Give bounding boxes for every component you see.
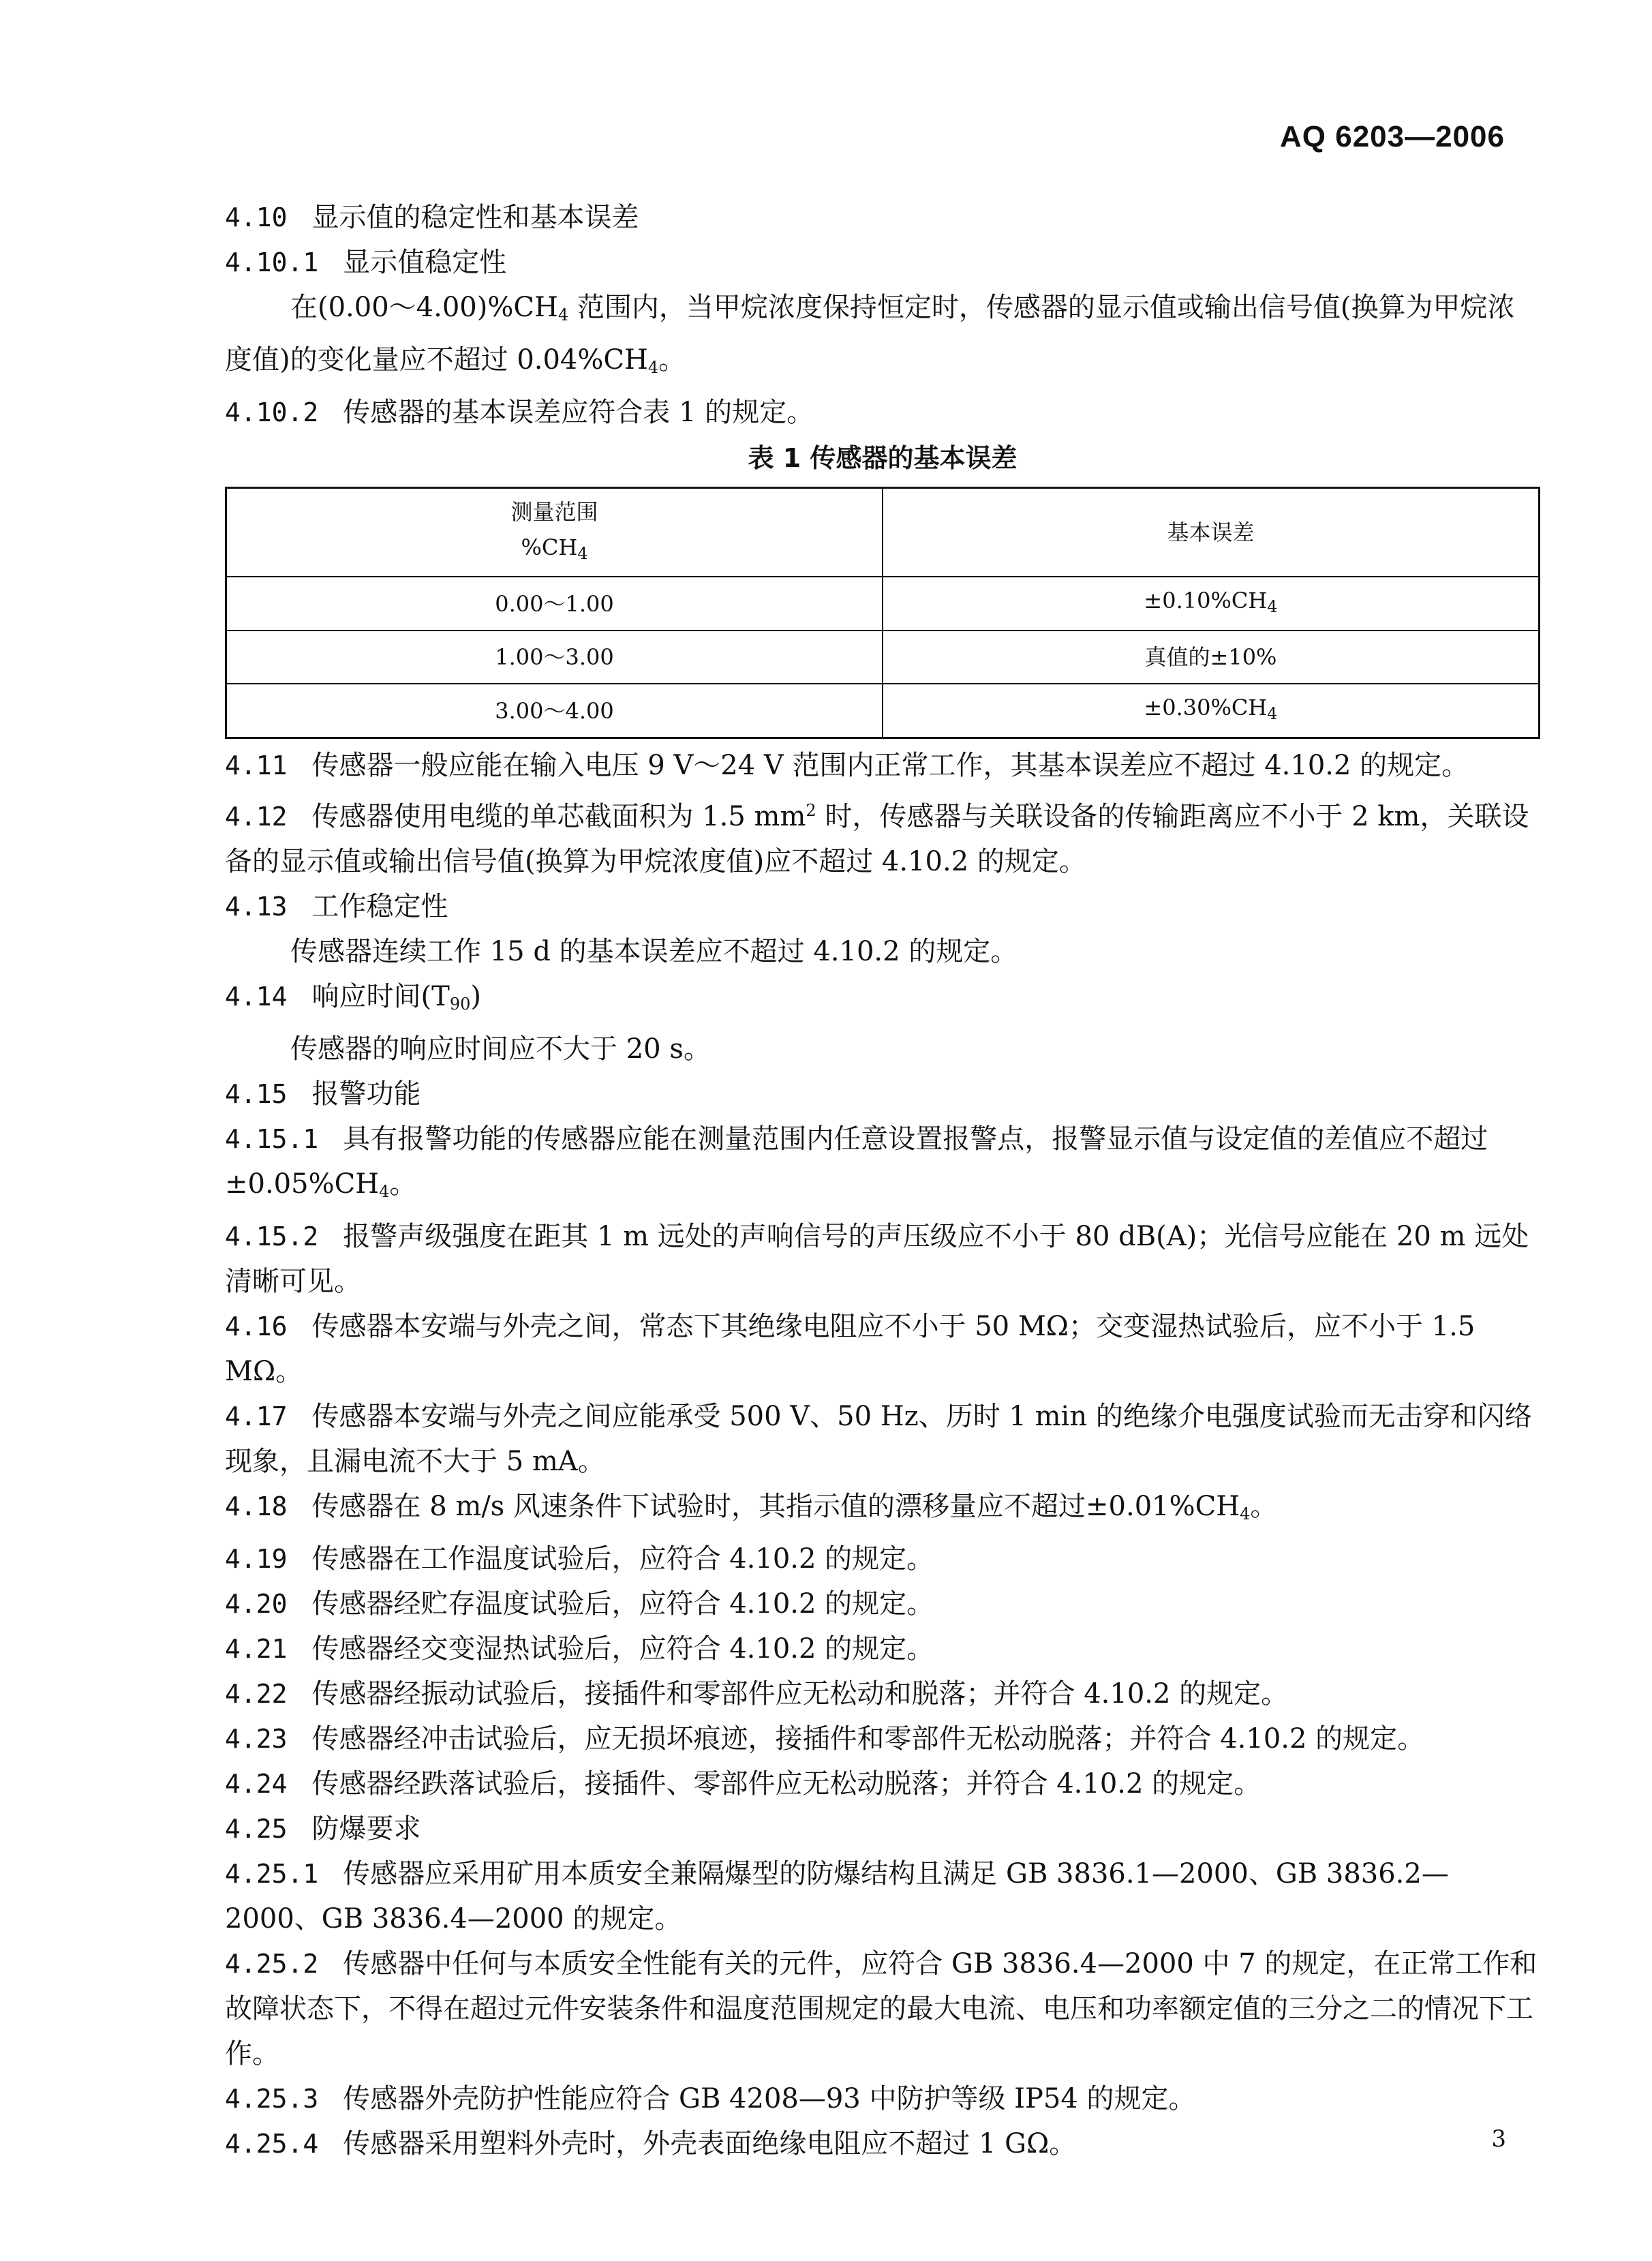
clause-number: 4.13	[225, 892, 288, 922]
table-title: 表 1 传感器的基本误差	[748, 443, 1018, 473]
body-text: 范围内，当甲烷浓度保持恒定时，传感器的显示值或输出信号值(换算为甲烷浓度值)的变化量应不超过 0.04%CH	[225, 292, 1515, 376]
clause-4-25-3	[225, 2076, 1540, 2121]
clause-4-18	[225, 1484, 1540, 1536]
clause-4-15-1	[225, 1117, 1540, 1214]
error-cell	[883, 577, 1540, 631]
subscript: 4	[1240, 1504, 1251, 1523]
table-header-row	[226, 488, 1540, 577]
clause-number: 4.17	[225, 1401, 288, 1431]
clause-text: 传感器一般应能在输入电压 9 V～24 V 范围内正常工作，其基本误差应不超过 4.10.2 的规定。	[311, 750, 1469, 781]
clause-number: 4.25.3	[225, 2084, 319, 2114]
subscript: 4	[1267, 597, 1278, 616]
clause-number: 4.23	[225, 1724, 288, 1754]
error-cell: 真值的±10%	[883, 631, 1540, 684]
subscript: 90	[449, 995, 471, 1014]
clause-text: 传感器中任何与本质安全性能有关的元件，应符合 GB 3836.4—2000 中 7 的规定，在正常工作和故障状态下，不得在超过元件安装条件和温度范围规定的最大电流、电压和功率额定值的三分之二的情况下工作。	[225, 1948, 1538, 2069]
clause-4-16	[225, 1304, 1540, 1394]
clause-4-10-2	[225, 390, 1540, 435]
clause-text: 。	[389, 1168, 417, 1200]
clause-4-14	[225, 974, 1540, 1027]
header-text: 测量范围	[510, 498, 598, 525]
subscript: 4	[379, 1182, 390, 1201]
clause-number: 4.15	[225, 1079, 288, 1109]
subscript: 4	[1267, 704, 1278, 723]
clause-number: 4.16	[225, 1311, 288, 1341]
clause-text: 传感器本安端与外壳之间，常态下其绝缘电阻应不小于 50 MΩ；交变湿热试验后，应不小于 1.5 MΩ。	[225, 1311, 1475, 1387]
clause-text: 报警声级强度在距其 1 m 远处的声响信号的声压级应不小于 80 dB(A)；光信号应能在 20 m 远处清晰可见。	[225, 1221, 1529, 1297]
clause-number: 4.10.1	[225, 247, 319, 277]
clause-4-13	[225, 884, 1540, 929]
clause-4-10-1-body	[225, 285, 1540, 390]
range-cell: 0.00～1.00	[226, 577, 883, 631]
clause-number: 4.10.2	[225, 397, 319, 427]
clause-number: 4.10	[225, 202, 288, 232]
clause-text: 防爆要求	[311, 1813, 421, 1845]
clause-4-15-2	[225, 1214, 1540, 1304]
page-content	[225, 195, 1540, 2166]
range-cell: 1.00～3.00	[226, 631, 883, 684]
clause-text: 响应时间(T	[311, 981, 450, 1012]
clause-text: 。	[1250, 1491, 1278, 1522]
clause-4-25	[225, 1806, 1540, 1851]
range-cell: 3.00～4.00	[226, 684, 883, 738]
error-value: ±0.10%CH	[1144, 588, 1268, 613]
clause-text: )	[470, 981, 481, 1012]
clause-4-25-4	[225, 2121, 1540, 2166]
clause-text: 具有报警功能的传感器应能在测量范围内任意设置报警点，报警显示值与设定值的差值应不超过±0.05%CH	[225, 1123, 1488, 1200]
clause-number: 4.25.1	[225, 1859, 319, 1889]
clause-text: 传感器采用塑料外壳时，外壳表面绝缘电阻应不超过 1 GΩ。	[343, 2128, 1077, 2159]
clause-number: 4.15.1	[225, 1124, 319, 1154]
table-row	[226, 577, 1540, 631]
clause-4-15	[225, 1072, 1540, 1117]
clause-text: 传感器经交变湿热试验后，应符合 4.10.2 的规定。	[311, 1633, 934, 1665]
header-unit: %CH	[521, 534, 578, 560]
clause-text: 传感器本安端与外壳之间应能承受 500 V、50 Hz、历时 1 min 的绝缘介电强度试验而无击穿和闪络现象，且漏电流不大于 5 mA。	[225, 1401, 1532, 1477]
clause-4-24	[225, 1761, 1540, 1806]
clause-4-25-1	[225, 1851, 1540, 1941]
clause-number: 4.11	[225, 750, 288, 780]
clause-text: 传感器的基本误差应符合表 1 的规定。	[343, 397, 814, 428]
clause-text: 传感器使用电缆的单芯截面积为 1.5 mm	[311, 801, 806, 832]
clause-text: 传感器在 8 m/s 风速条件下试验时，其指示值的漂移量应不超过±0.01%CH	[311, 1491, 1240, 1522]
clause-text: 时，传感器与关联设备的传输距离应不小于 2 km，关联设备的显示值或输出信号值(换算为甲烷浓度值)应不超过 4.10.2 的规定。	[225, 801, 1529, 877]
clause-number: 4.14	[225, 982, 288, 1012]
basic-error-table	[225, 487, 1540, 739]
superscript: 2	[806, 801, 816, 820]
table-row	[226, 631, 1540, 684]
body-text: 。	[658, 344, 686, 376]
header-measure-range	[226, 488, 883, 577]
clause-number: 4.25.2	[225, 1949, 319, 1979]
subscript: 4	[647, 358, 659, 377]
clause-4-17	[225, 1394, 1540, 1484]
body-text: 在(0.00～4.00)%CH	[290, 292, 558, 323]
clause-4-22	[225, 1671, 1540, 1716]
subscript: 4	[577, 543, 588, 563]
header-basic-error: 基本误差	[883, 488, 1540, 577]
clause-text: 报警功能	[311, 1078, 421, 1110]
clause-4-23	[225, 1716, 1540, 1761]
clause-number: 4.15.2	[225, 1221, 319, 1251]
clause-number: 4.24	[225, 1769, 288, 1799]
clause-4-12	[225, 788, 1540, 884]
clause-text: 显示值的稳定性和基本误差	[311, 202, 639, 233]
clause-number: 4.12	[225, 802, 288, 832]
clause-text: 传感器外壳防护性能应符合 GB 4208—93 中防护等级 IP54 的规定。	[343, 2083, 1196, 2114]
clause-number: 4.20	[225, 1589, 288, 1619]
clause-text: 传感器应采用矿用本质安全兼隔爆型的防爆结构且满足 GB 3836.1—2000、GB 3836.2—2000、GB 3836.4—2000 的规定。	[225, 1858, 1449, 1934]
clause-number: 4.18	[225, 1491, 288, 1521]
page-number: 3	[1491, 2125, 1506, 2153]
clause-text: 显示值稳定性	[343, 247, 507, 278]
subscript: 4	[557, 305, 569, 324]
clause-4-13-body: 传感器连续工作 15 d 的基本误差应不超过 4.10.2 的规定。	[290, 936, 1018, 967]
clause-4-10-1	[225, 240, 1540, 285]
clause-text: 传感器经贮存温度试验后，应符合 4.10.2 的规定。	[311, 1588, 934, 1620]
standard-number: AQ 6203—2006	[1280, 120, 1505, 153]
clause-text: 传感器经跌落试验后，接插件、零部件应无松动脱落；并符合 4.10.2 的规定。	[311, 1768, 1261, 1800]
clause-number: 4.25.4	[225, 2129, 319, 2159]
clause-4-20	[225, 1581, 1540, 1626]
clause-text: 传感器在工作温度试验后，应符合 4.10.2 的规定。	[311, 1543, 934, 1575]
clause-4-21	[225, 1626, 1540, 1671]
clause-number: 4.22	[225, 1679, 288, 1709]
error-cell	[883, 684, 1540, 738]
clause-number: 4.21	[225, 1634, 288, 1664]
error-value: ±0.30%CH	[1144, 695, 1268, 720]
clause-4-25-2	[225, 1941, 1540, 2076]
clause-text: 工作稳定性	[311, 891, 448, 922]
clause-text: 传感器经冲击试验后，应无损坏痕迹，接插件和零部件无松动脱落；并符合 4.10.2 的规定。	[311, 1723, 1425, 1755]
clause-number: 4.19	[225, 1544, 288, 1574]
clause-4-10	[225, 195, 1540, 240]
clause-number: 4.25	[225, 1814, 288, 1844]
table-row	[226, 684, 1540, 738]
clause-4-11	[225, 743, 1540, 788]
clause-4-19	[225, 1536, 1540, 1581]
clause-text: 传感器经振动试验后，接插件和零部件应无松动和脱落；并符合 4.10.2 的规定。	[311, 1678, 1289, 1710]
clause-4-14-body: 传感器的响应时间应不大于 20 s。	[290, 1033, 711, 1065]
